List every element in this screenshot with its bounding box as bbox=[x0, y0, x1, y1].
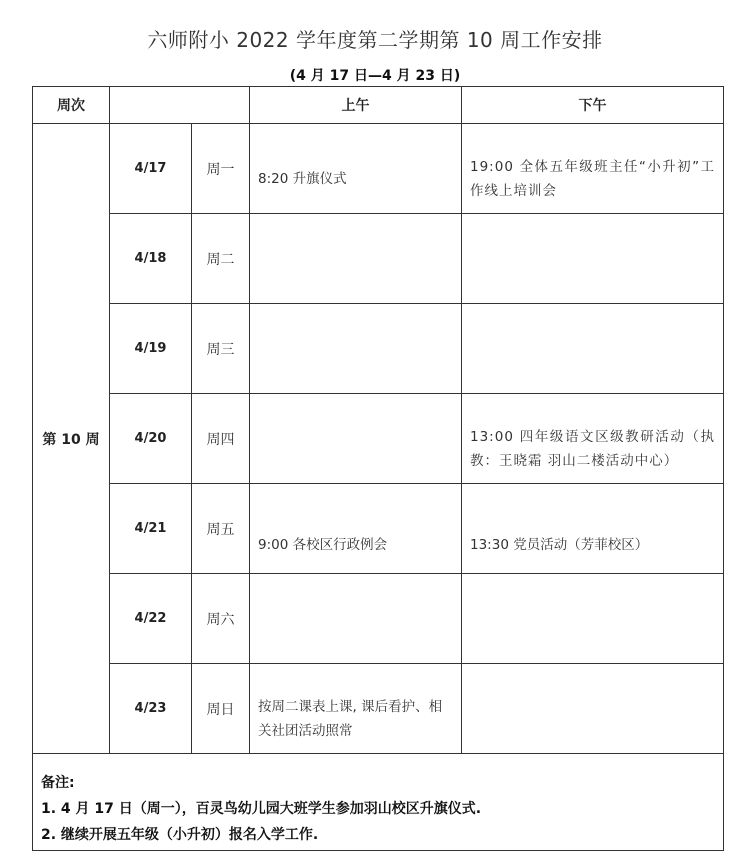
afternoon-text: 19:00 全体五年级班主任“小升初”工作线上培训会 bbox=[470, 158, 715, 199]
table-row bbox=[33, 484, 724, 574]
afternoon-cell bbox=[462, 124, 724, 214]
notes bbox=[33, 756, 723, 848]
weekday-cell: 周日 bbox=[192, 664, 250, 754]
morning-cell bbox=[250, 574, 462, 664]
morning-text: 8:20 升旗仪式 bbox=[258, 170, 347, 187]
date-cell: 4/17 bbox=[110, 124, 192, 214]
notes-cell bbox=[33, 754, 724, 851]
date-cell: 4/19 bbox=[110, 304, 192, 394]
weekday-cell: 周一 bbox=[192, 124, 250, 214]
morning-text bbox=[250, 429, 461, 449]
morning-cell bbox=[250, 484, 462, 574]
header-date bbox=[110, 87, 250, 124]
schedule-table bbox=[32, 86, 724, 851]
table-row bbox=[33, 304, 724, 394]
morning-text bbox=[250, 339, 461, 359]
afternoon-text bbox=[462, 339, 723, 359]
date-cell: 4/18 bbox=[110, 214, 192, 304]
week-label: 第 10 周 bbox=[33, 124, 110, 754]
morning-cell bbox=[250, 664, 462, 754]
table-row bbox=[33, 124, 724, 214]
weekday-cell: 周三 bbox=[192, 304, 250, 394]
header-afternoon: 下午 bbox=[462, 87, 724, 124]
morning-text: 9:00 各校区行政例会 bbox=[258, 536, 388, 553]
afternoon-text: 13:00 四年级语文区级教研活动（执教：王晓霜 羽山二楼活动中心） bbox=[470, 428, 715, 469]
morning-text bbox=[250, 609, 461, 629]
date-range-subtitle: (4 月 17 日—4 月 23 日) bbox=[289, 68, 461, 84]
page-title: 六师附小 2022 学年度第二学期第 10 周工作安排 bbox=[147, 28, 603, 52]
afternoon-cell bbox=[462, 394, 724, 484]
header-week: 周次 bbox=[33, 87, 110, 124]
afternoon-text bbox=[462, 609, 723, 629]
header-row bbox=[33, 87, 724, 124]
morning-cell bbox=[250, 394, 462, 484]
afternoon-text bbox=[462, 249, 723, 269]
notes-heading: 备注: bbox=[41, 775, 75, 791]
morning-text: 按周二课表上课, 课后看护、相关社团活动照常 bbox=[258, 698, 443, 739]
notes-row bbox=[33, 754, 724, 851]
weekday-cell: 周四 bbox=[192, 394, 250, 484]
date-cell: 4/22 bbox=[110, 574, 192, 664]
weekday-cell: 周六 bbox=[192, 574, 250, 664]
date-cell: 4/20 bbox=[110, 394, 192, 484]
note-item: 1. 4 月 17 日（周一），百灵鸟幼儿园大班学生参加羽山校区升旗仪式. bbox=[41, 801, 482, 817]
date-cell: 4/21 bbox=[110, 484, 192, 574]
morning-text bbox=[250, 249, 461, 269]
table-row bbox=[33, 214, 724, 304]
note-item: 2. 继续开展五年级（小升初）报名入学工作. bbox=[41, 827, 319, 843]
afternoon-text: 13:30 党员活动（芳菲校区） bbox=[470, 536, 649, 553]
weekday-cell: 周五 bbox=[192, 484, 250, 574]
afternoon-cell bbox=[462, 484, 724, 574]
table-row bbox=[33, 664, 724, 754]
afternoon-cell bbox=[462, 214, 724, 304]
afternoon-text bbox=[462, 699, 723, 719]
table-row bbox=[33, 394, 724, 484]
afternoon-cell bbox=[462, 574, 724, 664]
afternoon-cell bbox=[462, 664, 724, 754]
afternoon-cell bbox=[462, 304, 724, 394]
date-cell: 4/23 bbox=[110, 664, 192, 754]
table-row bbox=[33, 574, 724, 664]
weekday-cell: 周二 bbox=[192, 214, 250, 304]
morning-cell bbox=[250, 214, 462, 304]
morning-cell bbox=[250, 304, 462, 394]
morning-cell bbox=[250, 124, 462, 214]
header-morning: 上午 bbox=[250, 87, 462, 124]
